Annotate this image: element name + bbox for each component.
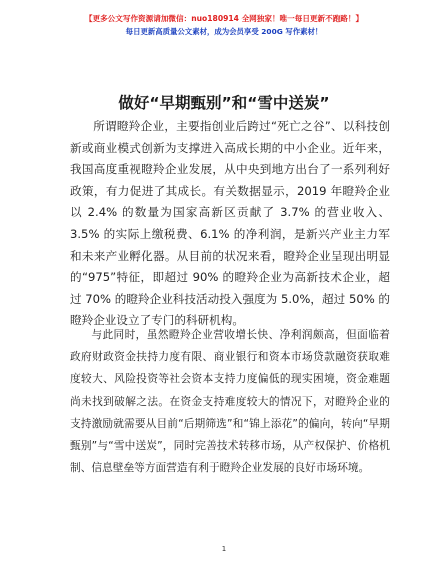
page-number: 1 — [221, 545, 227, 553]
body-paragraph-1: 所谓瞪羚企业，主要指创业后跨过“死亡之谷”、以科技创新或商业模式创新为支撑进入高成长期的中小企业。近年来，我国高度重视瞪羚企业发展，从中央到地方出台了一系列利好政策，有力促进了其成长。有关数据显示，2019 年瞪羚企业以 2.4% 的数量为国家高新区贡献了 3.7% 的营业收入、3.5% 的实际上缴税费、6.1% 的净利润，是新兴产业主力军和未来产业孵化器。从目前的状况来看，瞪羚企业呈现出明显的“975”特征，即超过 90% 的瞪羚企业为高新技术企业，超过 70% 的瞪羚企业科技活动投入强度为 5.0%，超过 50% 的瞪羚企业设立了专门的科研机构。 — [70, 119, 390, 328]
document-title: 做好“早期甄别”和“雪中送炭” — [118, 94, 330, 112]
promo-banner-line1: 【更多公文写作资源请加微信：nuo180914 全网独家！唯一每日更新不跑路！】 — [84, 14, 364, 23]
body-paragraph-2: 与此同时，虽然瞪羚企业营收增长快、净利润颇高，但面临着政府财政资金扶持力度有限、商业银行和资本市场贷款融资获取难度较大、风险投资等社会资本支持力度偏低的现实困境，资金难题尚未找到破解之法。在资金支持难度较大的情况下，对瞪羚企业的支持激励就需要从目前“后期筛选”和“锦上添花”的偏向，转向“早期甄别”与“雪中送炭”，同时完善技术转移市场，从产权保护、价格机制、信息壁垒等方面营造有利于瞪羚企业发展的良好市场环境。 — [70, 328, 390, 475]
promo-banner-line2: 每日更新高质量公文素材，成为会员享受 200G 写作素材！ — [125, 27, 323, 36]
